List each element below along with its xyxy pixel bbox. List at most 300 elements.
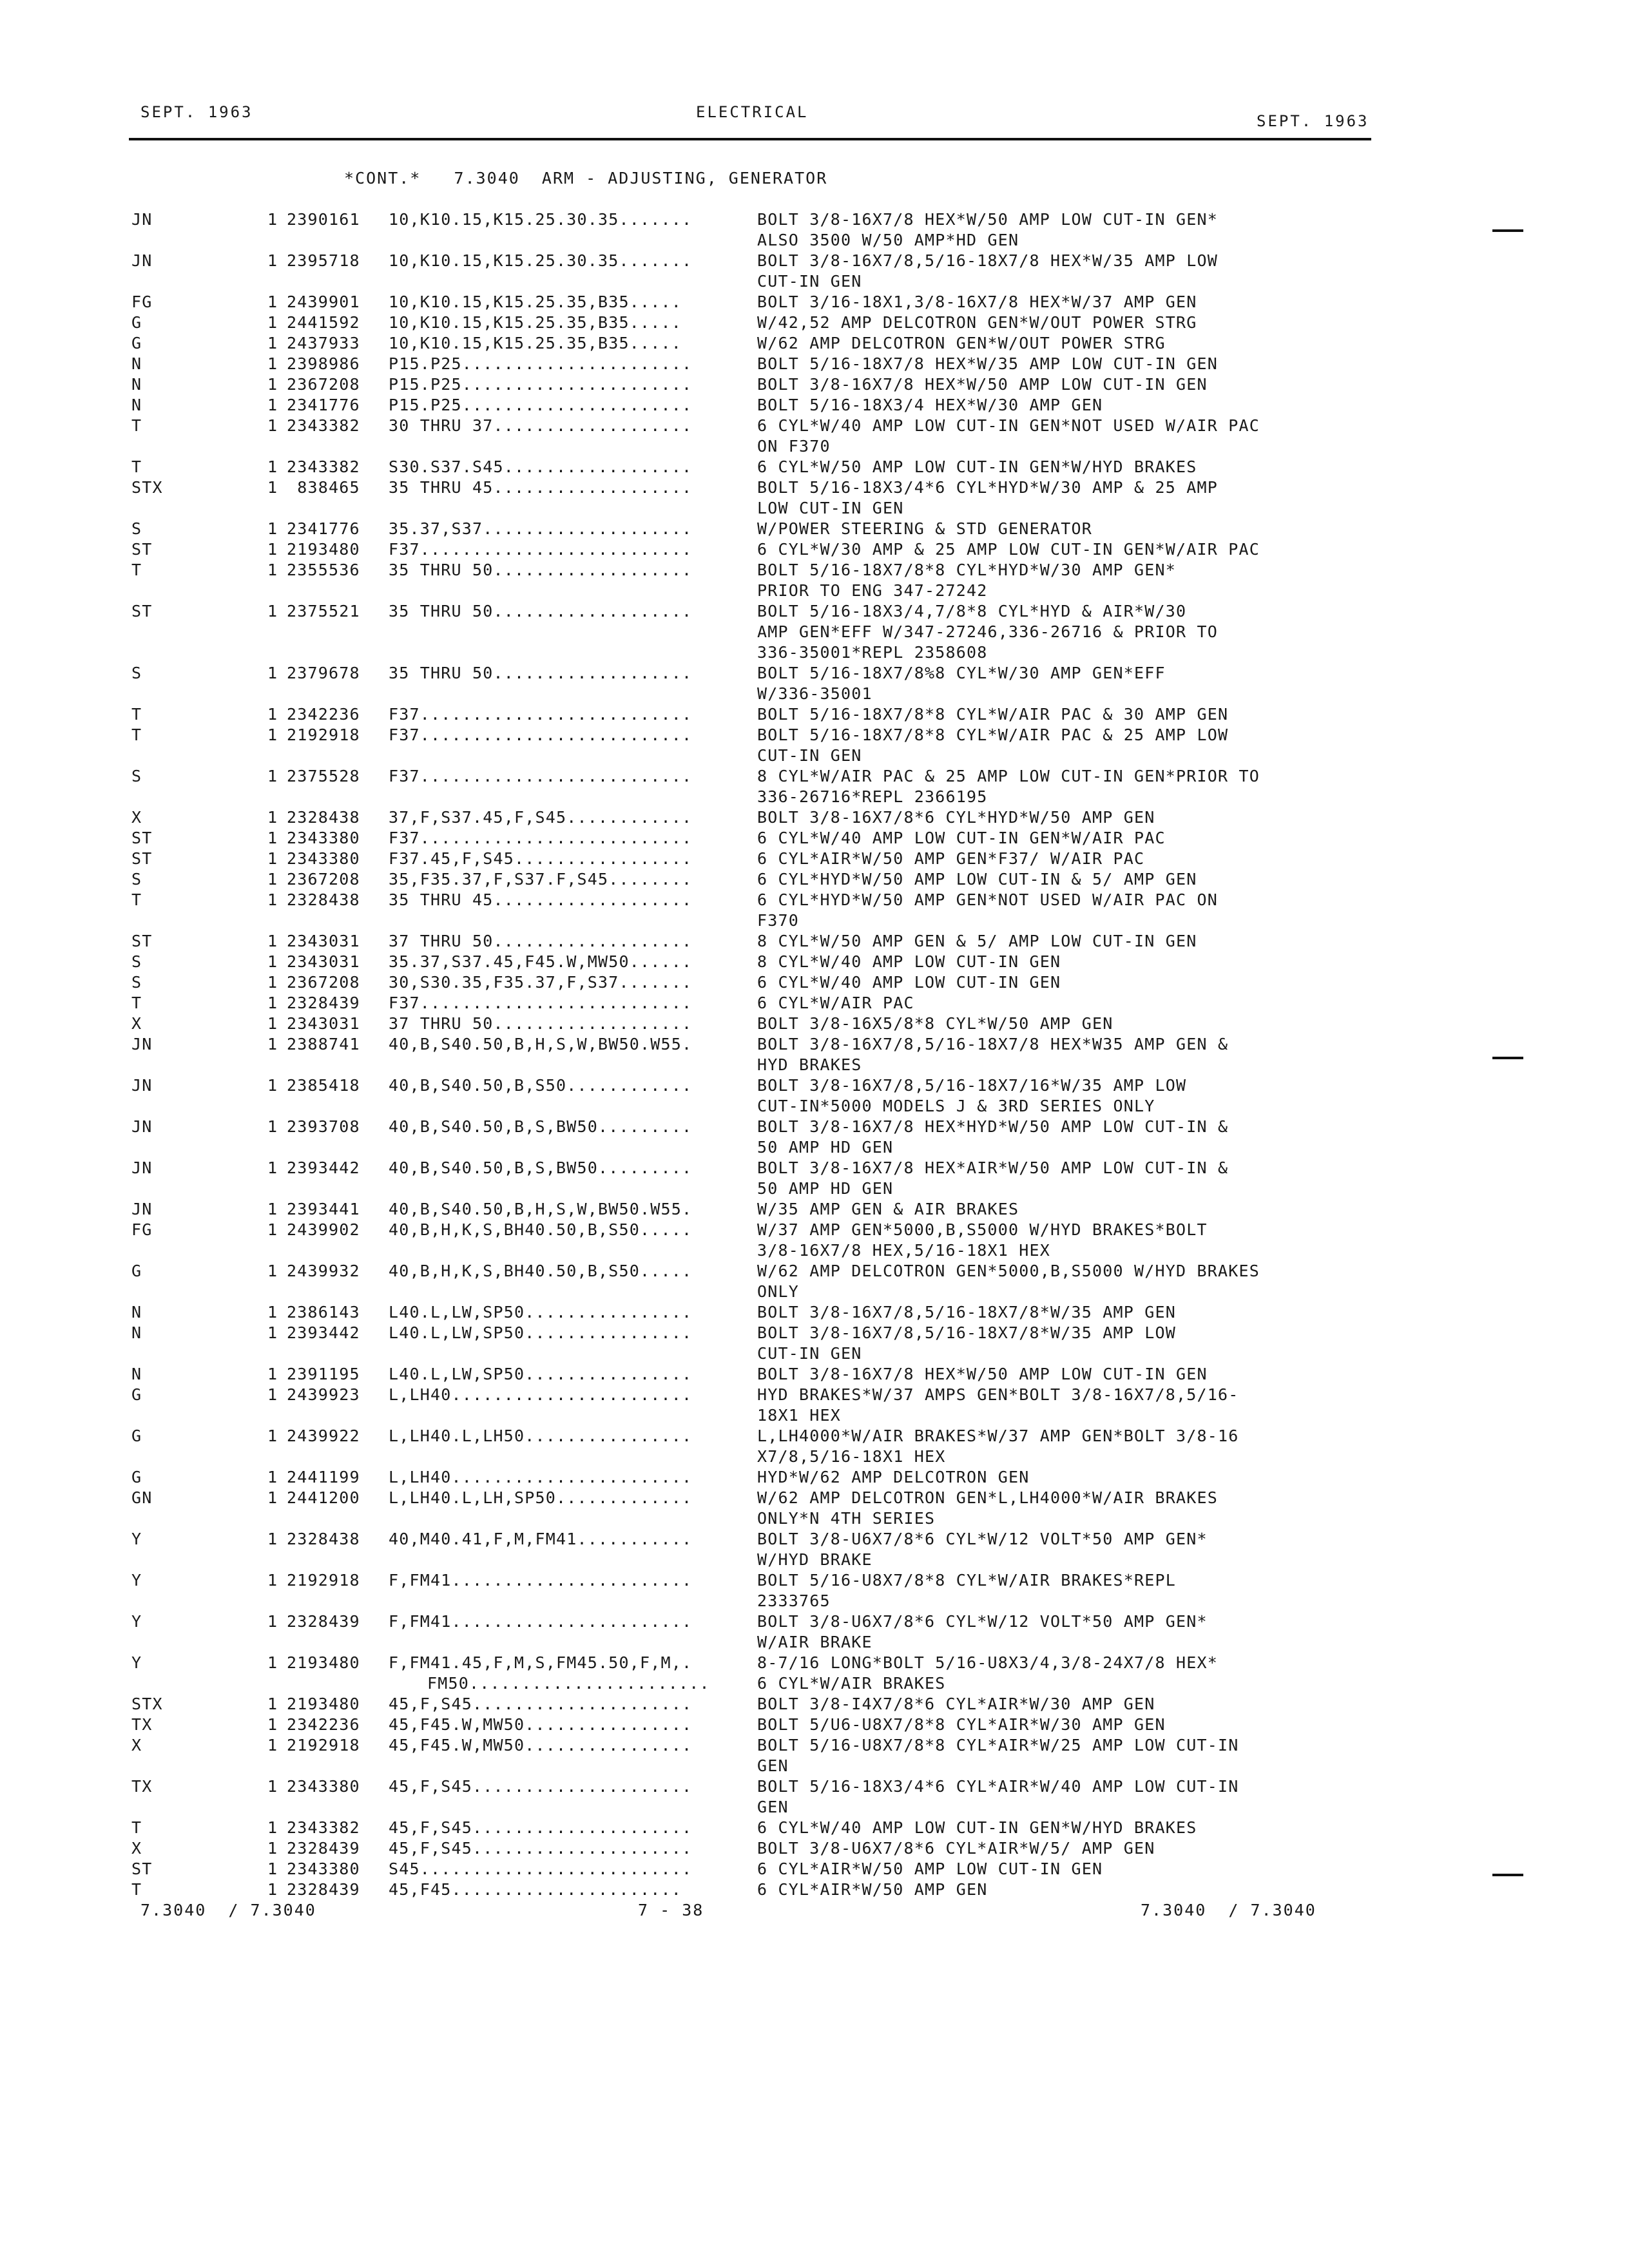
quantity: 1	[267, 1571, 278, 1590]
footer-ref-right: 7.3040 / 7.3040	[1141, 1901, 1316, 1919]
part-entry-row	[0, 829, 1629, 849]
part-entry-row	[0, 396, 1629, 416]
quantity: 1	[267, 540, 278, 559]
part-number: 2328439	[287, 1880, 360, 1899]
quantity: 1	[267, 932, 278, 950]
part-entry-continuation	[0, 787, 1629, 808]
part-entry-continuation	[0, 1241, 1629, 1262]
series-code: T	[131, 457, 142, 476]
part-description: BOLT 3/8-16X7/8*6 CYL*HYD*W/50 AMP GEN	[757, 808, 1155, 827]
series-code: T	[131, 1818, 142, 1837]
part-description: BOLT 5/16-18X3/4*6 CYL*AIR*W/40 AMP LOW CUT-IN	[757, 1777, 1239, 1796]
part-description-continued: W/336-35001	[757, 684, 872, 703]
quantity: 1	[267, 994, 278, 1012]
part-description: BOLT 3/8-U6X7/8*6 CYL*W/12 VOLT*50 AMP GEN*	[757, 1530, 1208, 1548]
model-applicability: 45,F45.W,MW50................	[389, 1715, 693, 1734]
model-applicability: 40,B,H,K,S,BH40.50,B,S50.....	[389, 1220, 693, 1239]
series-code: S	[131, 973, 142, 992]
series-code: G	[131, 334, 142, 352]
series-code: G	[131, 1427, 142, 1445]
series-code: X	[131, 1014, 142, 1033]
quantity: 1	[267, 1488, 278, 1507]
part-entry-continuation	[0, 1550, 1629, 1571]
quantity: 1	[267, 1303, 278, 1321]
margin-tick-mark	[1492, 1874, 1523, 1876]
quantity: 1	[267, 1158, 278, 1177]
part-entry-row	[0, 1014, 1629, 1035]
model-applicability: 35 THRU 50...................	[389, 602, 693, 620]
part-entry-continuation	[0, 1282, 1629, 1303]
part-description: BOLT 5/16-18X7/8*8 CYL*W/AIR PAC & 30 AMP GEN	[757, 705, 1229, 724]
part-number: 2385418	[287, 1076, 360, 1095]
model-applicability: 40,B,S40.50,B,S50............	[389, 1076, 693, 1095]
part-number: 2375528	[287, 767, 360, 785]
model-applicability: S30.S37.S45..................	[389, 457, 693, 476]
part-description-continued: W/AIR BRAKE	[757, 1633, 872, 1651]
series-code: N	[131, 375, 142, 394]
part-description-continued: 50 AMP HD GEN	[757, 1179, 894, 1198]
series-code: S	[131, 664, 142, 682]
model-applicability: 35,F35.37,F,S37.F,S45........	[389, 870, 693, 889]
quantity: 1	[267, 1818, 278, 1837]
series-code: Y	[131, 1571, 142, 1590]
part-number: 2439902	[287, 1220, 360, 1239]
part-description: BOLT 3/8-U6X7/8*6 CYL*AIR*W/5/ AMP GEN	[757, 1839, 1155, 1858]
quantity: 1	[267, 210, 278, 229]
model-applicability: 45,F,S45.....................	[389, 1777, 693, 1796]
part-number: 2390161	[287, 210, 360, 229]
quantity: 1	[267, 1468, 278, 1486]
part-description: BOLT 5/16-18X3/4*6 CYL*HYD*W/30 AMP & 25 AMP	[757, 478, 1219, 497]
series-code: G	[131, 1385, 142, 1404]
part-number: 838465	[287, 478, 360, 497]
series-code: S	[131, 519, 142, 538]
quantity: 1	[267, 602, 278, 620]
part-number: 2192918	[287, 1571, 360, 1590]
part-description: BOLT 3/8-16X7/8,5/16-18X7/8 HEX*W/35 AMP LOW	[757, 251, 1219, 270]
model-applicability: P15.P25......................	[389, 375, 693, 394]
part-entry-row	[0, 1839, 1629, 1860]
part-entry-row	[0, 1158, 1629, 1179]
part-description: 6 CYL*W/50 AMP LOW CUT-IN GEN*W/HYD BRAKES	[757, 457, 1197, 476]
part-entry-continuation	[0, 1447, 1629, 1468]
part-description: BOLT 3/8-16X7/8,5/16-18X7/8 HEX*W35 AMP GEN &	[757, 1035, 1229, 1053]
quantity: 1	[267, 1530, 278, 1548]
part-description-continued: 18X1 HEX	[757, 1406, 842, 1425]
part-entry-row	[0, 1695, 1629, 1715]
part-number: 2393442	[287, 1323, 360, 1342]
part-description: BOLT 3/8-16X7/8 HEX*W/50 AMP LOW CUT-IN GEN*	[757, 210, 1219, 229]
quantity: 1	[267, 1262, 278, 1280]
part-entry-continuation	[0, 1179, 1629, 1200]
part-number: 2393441	[287, 1200, 360, 1218]
series-code: T	[131, 994, 142, 1012]
part-number: 2375521	[287, 602, 360, 620]
quantity: 1	[267, 1427, 278, 1445]
model-applicability: 37 THRU 50...................	[389, 932, 693, 950]
part-entry-row	[0, 1427, 1629, 1447]
quantity: 1	[267, 1715, 278, 1734]
part-entry-row	[0, 602, 1629, 622]
part-entry-continuation	[0, 643, 1629, 664]
part-description: 6 CYL*AIR*W/50 AMP GEN	[757, 1880, 988, 1899]
part-number: 2343380	[287, 849, 360, 868]
quantity: 1	[267, 478, 278, 497]
series-code: TX	[131, 1715, 153, 1734]
part-entry-row	[0, 767, 1629, 787]
quantity: 1	[267, 1880, 278, 1899]
section-title: *CONT.* 7.3040 ARM - ADJUSTING, GENERATOR	[344, 169, 828, 187]
series-code: S	[131, 952, 142, 971]
quantity: 1	[267, 375, 278, 394]
model-applicability: 40,B,S40.50,B,H,S,W,BW50.W55.	[389, 1200, 693, 1218]
part-entry-row	[0, 210, 1629, 231]
part-number: 2192918	[287, 726, 360, 744]
part-number: 2193480	[287, 540, 360, 559]
series-code: JN	[131, 1200, 153, 1218]
model-applicability: F37..........................	[389, 767, 693, 785]
model-applicability: L,LH40.......................	[389, 1468, 693, 1486]
part-entry-row	[0, 870, 1629, 890]
part-entry-row	[0, 1220, 1629, 1241]
margin-tick-mark	[1492, 1057, 1523, 1059]
part-description-continued: AMP GEN*EFF W/347-27246,336-26716 & PRIOR TO	[757, 622, 1219, 641]
model-applicability: 35.37,S37.45,F45.W,MW50......	[389, 952, 693, 971]
part-number: 2328438	[287, 890, 360, 909]
part-number: 2343380	[287, 829, 360, 847]
quantity: 1	[267, 1860, 278, 1878]
part-entry-row	[0, 375, 1629, 396]
series-code: JN	[131, 1035, 153, 1053]
model-applicability: 10,K10.15,K15.25.35,B35.....	[389, 334, 682, 352]
model-applicability: F37..........................	[389, 994, 693, 1012]
part-number: 2341776	[287, 396, 360, 414]
part-description: 6 CYL*HYD*W/50 AMP LOW CUT-IN & 5/ AMP GEN	[757, 870, 1197, 889]
part-entry-continuation	[0, 1138, 1629, 1158]
part-entry-continuation	[0, 1055, 1629, 1076]
quantity: 1	[267, 561, 278, 579]
part-number: 2328439	[287, 1839, 360, 1858]
part-description: 8 CYL*W/AIR PAC & 25 AMP LOW CUT-IN GEN*PRIOR TO	[757, 767, 1260, 785]
series-code: G	[131, 1468, 142, 1486]
model-applicability: 40,B,S40.50,B,S,BW50.........	[389, 1117, 693, 1136]
quantity: 1	[267, 849, 278, 868]
part-description: 6 CYL*W/40 AMP LOW CUT-IN GEN*W/AIR PAC	[757, 829, 1166, 847]
part-number: 2388741	[287, 1035, 360, 1053]
part-entry-row	[0, 1612, 1629, 1633]
model-applicability: 45,F45.W,MW50................	[389, 1736, 693, 1754]
quantity: 1	[267, 1200, 278, 1218]
part-number: 2367208	[287, 973, 360, 992]
series-code: JN	[131, 1117, 153, 1136]
series-code: G	[131, 313, 142, 332]
part-entry-continuation	[0, 1633, 1629, 1653]
part-description-continued: 50 AMP HD GEN	[757, 1138, 894, 1157]
part-entry-row	[0, 726, 1629, 746]
part-entry-row	[0, 334, 1629, 354]
part-description-continued: GEN	[757, 1798, 789, 1816]
series-code: Y	[131, 1530, 142, 1548]
series-code: T	[131, 726, 142, 744]
model-applicability: L,LH40.L,LH,SP50.............	[389, 1488, 693, 1507]
model-applicability: F37..........................	[389, 540, 693, 559]
part-description-continued: LOW CUT-IN GEN	[757, 499, 904, 517]
quantity: 1	[267, 1035, 278, 1053]
part-number: 2355536	[287, 561, 360, 579]
parts-list	[0, 210, 1629, 1901]
part-description: BOLT 5/16-18X3/4 HEX*W/30 AMP GEN	[757, 396, 1103, 414]
part-entry-row	[0, 1200, 1629, 1220]
part-description-continued: ON F370	[757, 437, 831, 456]
model-applicability: P15.P25......................	[389, 354, 693, 373]
part-number: 2328438	[287, 1530, 360, 1548]
part-description: 8 CYL*W/50 AMP GEN & 5/ AMP LOW CUT-IN GEN	[757, 932, 1197, 950]
model-applicability: 45,F45......................	[389, 1880, 682, 1899]
model-applicability: 40,B,S40.50,B,S,BW50.........	[389, 1158, 693, 1177]
part-entry-row	[0, 1076, 1629, 1097]
part-description-continued: CUT-IN*5000 MODELS J & 3RD SERIES ONLY	[757, 1097, 1155, 1115]
quantity: 1	[267, 1612, 278, 1631]
part-number: 2328438	[287, 808, 360, 827]
model-applicability: 37,F,S37.45,F,S45............	[389, 808, 693, 827]
model-applicability: F37.45,F,S45.................	[389, 849, 693, 868]
part-entry-row	[0, 1117, 1629, 1138]
part-entry-row	[0, 1303, 1629, 1323]
quantity: 1	[267, 1385, 278, 1404]
part-number: 2343031	[287, 952, 360, 971]
part-number: 2437933	[287, 334, 360, 352]
part-entry-row	[0, 354, 1629, 375]
part-entry-row	[0, 313, 1629, 334]
part-entry-row	[0, 1323, 1629, 1344]
series-code: ST	[131, 540, 153, 559]
quantity: 1	[267, 1365, 278, 1383]
part-description: BOLT 3/8-U6X7/8*6 CYL*W/12 VOLT*50 AMP GEN*	[757, 1612, 1208, 1631]
part-entry-row	[0, 1365, 1629, 1385]
series-code: T	[131, 416, 142, 435]
part-description-continued: ALSO 3500 W/50 AMP*HD GEN	[757, 231, 1019, 249]
part-description: BOLT 5/16-U8X7/8*8 CYL*AIR*W/25 AMP LOW CUT-IN	[757, 1736, 1239, 1754]
quantity: 1	[267, 1695, 278, 1713]
series-code: JN	[131, 251, 153, 270]
part-number: 2391195	[287, 1365, 360, 1383]
series-code: T	[131, 705, 142, 724]
part-description: BOLT 3/8-16X7/8,5/16-18X7/8*W/35 AMP GEN	[757, 1303, 1177, 1321]
model-applicability: 30 THRU 37...................	[389, 416, 693, 435]
model-applicability: F,FM41.......................	[389, 1571, 693, 1590]
part-description: W/62 AMP DELCOTRON GEN*W/OUT POWER STRG	[757, 334, 1166, 352]
part-description-continued: 6 CYL*W/AIR BRAKES	[757, 1674, 946, 1693]
part-entry-row	[0, 952, 1629, 973]
part-entry-continuation	[0, 272, 1629, 293]
part-entry-row	[0, 664, 1629, 684]
part-description: L,LH4000*W/AIR BRAKES*W/37 AMP GEN*BOLT 3/8-16	[757, 1427, 1239, 1445]
quantity: 1	[267, 973, 278, 992]
part-entry-continuation	[0, 746, 1629, 767]
series-code: Y	[131, 1612, 142, 1631]
series-code: T	[131, 1880, 142, 1899]
part-number: 2343382	[287, 416, 360, 435]
part-description: W/37 AMP GEN*5000,B,S5000 W/HYD BRAKES*BOLT	[757, 1220, 1208, 1239]
part-description: BOLT 5/16-U8X7/8*8 CYL*W/AIR BRAKES*REPL	[757, 1571, 1177, 1590]
series-code: N	[131, 396, 142, 414]
part-entry-row	[0, 973, 1629, 994]
model-applicability: P15.P25......................	[389, 396, 693, 414]
model-applicability: F37..........................	[389, 705, 693, 724]
part-number: 2393442	[287, 1158, 360, 1177]
part-entry-row	[0, 849, 1629, 870]
part-number: 2393708	[287, 1117, 360, 1136]
model-applicability: 30,S30.35,F35.37,F,S37.......	[389, 973, 693, 992]
part-description: BOLT 3/16-18X1,3/8-16X7/8 HEX*W/37 AMP GEN	[757, 293, 1197, 311]
series-code: ST	[131, 602, 153, 620]
model-applicability: 40,M40.41,F,M,FM41...........	[389, 1530, 693, 1548]
model-applicability: 35 THRU 50...................	[389, 664, 693, 682]
quantity: 1	[267, 705, 278, 724]
model-applicability: 45,F,S45.....................	[389, 1695, 693, 1713]
quantity: 1	[267, 293, 278, 311]
part-number: 2342236	[287, 705, 360, 724]
model-applicability-continued: FM50.......................	[427, 1674, 710, 1693]
part-number: 2328439	[287, 994, 360, 1012]
part-entry-continuation	[0, 1509, 1629, 1530]
part-description: 6 CYL*W/30 AMP & 25 AMP LOW CUT-IN GEN*W/AIR PAC	[757, 540, 1260, 559]
header-date-left: SEPT. 1963	[140, 103, 253, 121]
model-applicability: 40,B,H,K,S,BH40.50,B,S50.....	[389, 1262, 693, 1280]
part-entry-continuation	[0, 499, 1629, 519]
model-applicability: S45..........................	[389, 1860, 693, 1878]
part-number: 2379678	[287, 664, 360, 682]
series-code: N	[131, 1365, 142, 1383]
series-code: JN	[131, 1158, 153, 1177]
quantity: 1	[267, 808, 278, 827]
part-description-continued: HYD BRAKES	[757, 1055, 862, 1074]
model-applicability: F37..........................	[389, 726, 693, 744]
quantity: 1	[267, 396, 278, 414]
part-description: 6 CYL*HYD*W/50 AMP GEN*NOT USED W/AIR PAC ON	[757, 890, 1219, 909]
part-entry-row	[0, 808, 1629, 829]
part-number: 2343382	[287, 1818, 360, 1837]
series-code: S	[131, 767, 142, 785]
part-description: BOLT 3/8-16X7/8,5/16-18X7/8*W/35 AMP LOW	[757, 1323, 1177, 1342]
quantity: 1	[267, 870, 278, 889]
part-number: 2439923	[287, 1385, 360, 1404]
part-entry-continuation	[0, 1344, 1629, 1365]
series-code: N	[131, 1303, 142, 1321]
part-description: 6 CYL*AIR*W/50 AMP GEN*F37/ W/AIR PAC	[757, 849, 1145, 868]
model-applicability: L,LH40.......................	[389, 1385, 693, 1404]
part-number: 2193480	[287, 1695, 360, 1713]
model-applicability: 35 THRU 45...................	[389, 478, 693, 497]
quantity: 1	[267, 313, 278, 332]
part-entry-row	[0, 416, 1629, 437]
part-entry-row	[0, 1035, 1629, 1055]
model-applicability: 45,F,S45.....................	[389, 1839, 693, 1858]
part-entry-row	[0, 1736, 1629, 1756]
part-description: BOLT 5/16-18X3/4,7/8*8 CYL*HYD & AIR*W/30	[757, 602, 1187, 620]
part-entry-row	[0, 519, 1629, 540]
part-description: BOLT 5/16-18X7/8*8 CYL*HYD*W/30 AMP GEN*	[757, 561, 1177, 579]
quantity: 1	[267, 1736, 278, 1754]
model-applicability: 45,F,S45.....................	[389, 1818, 693, 1837]
series-code: ST	[131, 1860, 153, 1878]
part-entry-row	[0, 1860, 1629, 1880]
part-description: BOLT 5/16-18X7/8*8 CYL*W/AIR PAC & 25 AMP LOW	[757, 726, 1229, 744]
series-code: G	[131, 1262, 142, 1280]
part-description: BOLT 3/8-16X7/8 HEX*AIR*W/50 AMP LOW CUT-IN &	[757, 1158, 1229, 1177]
part-description: 6 CYL*W/40 AMP LOW CUT-IN GEN*NOT USED W/AIR PAC	[757, 416, 1260, 435]
part-number: 2395718	[287, 251, 360, 270]
part-entry-continuation	[0, 622, 1629, 643]
part-description: HYD*W/62 AMP DELCOTRON GEN	[757, 1468, 1030, 1486]
part-number: 2441200	[287, 1488, 360, 1507]
part-entry-continuation	[0, 1756, 1629, 1777]
part-description: W/62 AMP DELCOTRON GEN*L,LH4000*W/AIR BRAKES	[757, 1488, 1219, 1507]
part-description: BOLT 5/16-18X7/8%8 CYL*W/30 AMP GEN*EFF	[757, 664, 1166, 682]
part-entry-row	[0, 457, 1629, 478]
part-description: W/POWER STEERING & STD GENERATOR	[757, 519, 1093, 538]
part-entry-continuation	[0, 1591, 1629, 1612]
part-number: 2441592	[287, 313, 360, 332]
part-number: 2367208	[287, 870, 360, 889]
part-entry-row	[0, 1385, 1629, 1406]
part-entry-row	[0, 705, 1629, 726]
part-number: 2439901	[287, 293, 360, 311]
part-entry-continuation	[0, 1674, 1629, 1695]
part-entry-continuation	[0, 1406, 1629, 1427]
quantity: 1	[267, 334, 278, 352]
header-section-name: ELECTRICAL	[696, 103, 809, 121]
part-entry-row	[0, 251, 1629, 272]
part-number: 2439932	[287, 1262, 360, 1280]
model-applicability: L40.L,LW,SP50................	[389, 1303, 693, 1321]
part-entry-row	[0, 1653, 1629, 1674]
part-description: BOLT 3/8-16X7/8 HEX*W/50 AMP LOW CUT-IN GEN	[757, 1365, 1208, 1383]
model-applicability: F37..........................	[389, 829, 693, 847]
part-entry-continuation	[0, 684, 1629, 705]
header-date-right: SEPT. 1963	[1257, 112, 1369, 130]
series-code: ST	[131, 829, 153, 847]
part-entry-row	[0, 1468, 1629, 1488]
quantity: 1	[267, 890, 278, 909]
header-rule	[129, 138, 1371, 140]
series-code: JN	[131, 210, 153, 229]
model-applicability: 40,B,S40.50,B,H,S,W,BW50.W55.	[389, 1035, 693, 1053]
quantity: 1	[267, 726, 278, 744]
part-number: 2441199	[287, 1468, 360, 1486]
series-code: Y	[131, 1653, 142, 1672]
part-entry-row	[0, 561, 1629, 581]
part-number: 2439922	[287, 1427, 360, 1445]
series-code: JN	[131, 1076, 153, 1095]
part-entry-row	[0, 540, 1629, 561]
model-applicability: F,FM41.45,F,M,S,FM45.50,F,M,.	[389, 1653, 693, 1672]
series-code: X	[131, 1839, 142, 1858]
part-entry-continuation	[0, 911, 1629, 932]
part-entry-row	[0, 1262, 1629, 1282]
part-entry-row	[0, 293, 1629, 313]
quantity: 1	[267, 1014, 278, 1033]
part-entry-row	[0, 932, 1629, 952]
part-entry-row	[0, 994, 1629, 1014]
series-code: ST	[131, 932, 153, 950]
series-code: STX	[131, 478, 163, 497]
quantity: 1	[267, 952, 278, 971]
model-applicability: 10,K10.15,K15.25.35,B35.....	[389, 293, 682, 311]
part-number: 2343380	[287, 1777, 360, 1796]
model-applicability: 35 THRU 45...................	[389, 890, 693, 909]
part-description: 8-7/16 LONG*BOLT 5/16-U8X3/4,3/8-24X7/8 HEX*	[757, 1653, 1219, 1672]
